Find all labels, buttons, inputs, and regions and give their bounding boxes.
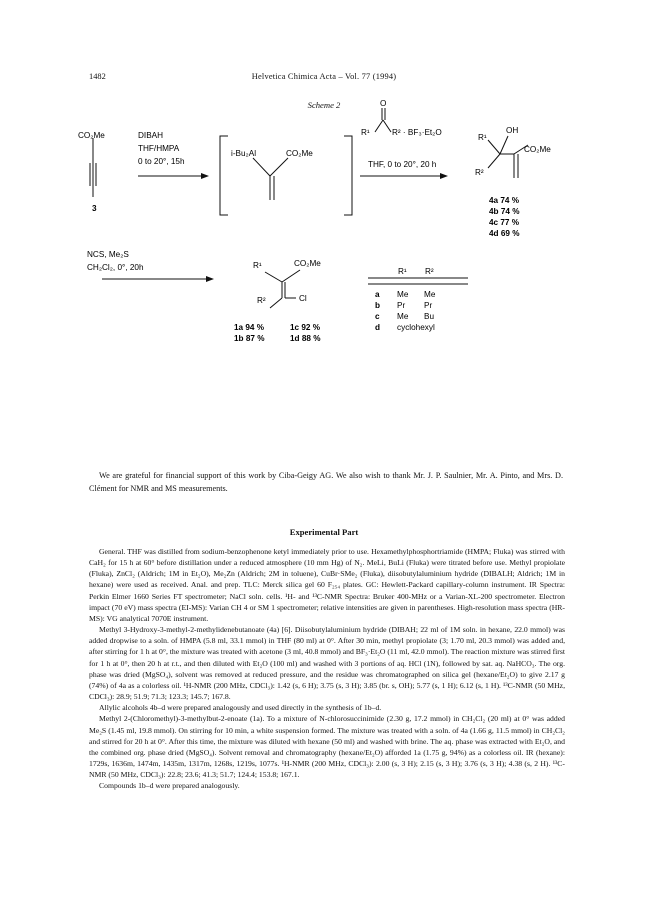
table-row-b-r2: Pr — [424, 301, 433, 310]
yield-1a: 1a 94 % — [234, 323, 265, 332]
paragraph-4b-d: Allylic alcohols 4b–d were prepared analogously and used directly in the synthesis of 1b–d. — [99, 703, 382, 713]
table-row-d-r1: cyclohexyl — [397, 323, 435, 332]
product-r2: R² — [475, 168, 484, 177]
cond-3-reagent: NCS, Me₂S — [87, 250, 129, 259]
table-row-c-r2: Bu — [424, 312, 435, 321]
table-row-a-label: a — [375, 290, 380, 299]
table-head-r1: R¹ — [398, 267, 407, 276]
bracket-left — [220, 136, 228, 215]
section-title: Experimental Part — [289, 527, 359, 537]
cond-1-temp: 0 to 20°, 15h — [138, 157, 185, 166]
intermediate-ester: CO₂Me — [286, 149, 313, 158]
experimental-body — [89, 546, 565, 791]
page-number: 1482 — [89, 72, 106, 81]
cond-2: THF, 0 to 20°, 20 h — [368, 160, 437, 169]
yield-4a: 4a 74 % — [489, 196, 520, 205]
acknowledgement: We are grateful for financial support of this work by Ciba-Geigy AG. We also wish to thank Mr. J. P. Saulnier, Mr. A. Pinto, and Mrs. D. Clément for NMR and MS measurements. — [89, 471, 563, 493]
yield-1c: 1c 92 % — [290, 323, 321, 332]
product-ester: CO₂Me — [524, 145, 551, 154]
ketone-r1: R¹ — [361, 128, 370, 137]
intermediate-al: i-Bu₂Al — [231, 149, 257, 158]
bracket-right — [344, 136, 352, 215]
table-row-b-label: b — [375, 301, 381, 310]
paragraph-1b-d: Compounds 1b–d were prepared analogously. — [99, 781, 240, 791]
table-row-a-r2: Me — [424, 290, 436, 299]
product-oh: OH — [506, 126, 519, 135]
cond-3-solvent: CH₂Cl₂, 0°, 20h — [87, 263, 144, 272]
ketone-r2-bf3: R² · BF₃·Et₂O — [392, 128, 442, 137]
paragraph-4a: Methyl 3-Hydroxy-3-methyl-2-methylidenebutanoate (4a) [6]. Diisobutylaluminium hydride (DIBAH; 22 ml of 1M soln. in hexane, 22.0 mmol) was added dropwise to a soln. of HMPA (5.8 ml, 33.1 mmol) in THF (80 ml) at 0°. After 30 min, methyl propiolate (3; 1.70 ml, 20.3 mmol) was added and, after stirring for 1 h at 0°, the mixture was treated with acetone (3 ml, 40.8 mmol) and BF₃·Et₂O (11 ml, 42.0 mmol). The reaction mixture was stirred first for 1 h at 0°, then 20 h at r.t., and then diluted with Et₂O (100 ml) and washed with 3 portions of aq. HCl (1N), followed by sat. aq. NaHCO₃. The org. phase was dried (MgSO₄), solvent was removed at reduced pressure, and the residue was chromatographed on silica gel (hexane/Et₂O) to give 2.17 g (74%) of 4a as a colorless oil. ¹H-NMR (200 MHz, CDCl₃): 1.42 (s, 6 H); 3.75 (s, 3 H); 3.85 (br. s, OH); 5.77 (s, 1 H); 6.12 (s, 1 H). ¹³C-NMR (50 MHz, CDCl₃): 28.9; 51.9; 71.3; 123.3; 145.7; 167.8. — [89, 625, 565, 702]
table-row-c-label: c — [375, 312, 380, 321]
yield-4c: 4c 77 % — [489, 218, 520, 227]
cond-1-solvent: THF/HMPA — [138, 144, 180, 153]
chloride-ester: CO₂Me — [294, 259, 321, 268]
yield-1b: 1b 87 % — [234, 334, 265, 343]
cond-1-reagent: DIBAH — [138, 131, 164, 140]
ketone-oxygen: O — [380, 99, 387, 108]
chloride-r2: R² — [257, 296, 266, 305]
product-r1: R¹ — [478, 133, 487, 142]
table-row-b-r1: Pr — [397, 301, 406, 310]
chloride-cl: Cl — [299, 294, 307, 303]
start-ester: CO₂Me — [78, 131, 105, 140]
table-row-d-label: d — [375, 323, 381, 332]
scheme-title: Scheme 2 — [307, 100, 341, 110]
paragraph-general: General. THF was distilled from sodium-benzophenone ketyl immediately prior to use. Hexamethylphosphortriamide (HMPA; Fluka) was stirred with CaH₂ for 15 h at 60° before distillation under a reduced atmosphere (10 mm Hg) of N₂. MeLi, BuLi (Fluka) were titrated before use. Methyl propiolate (Fluka), ZnCl₂ (Aldrich; 1M in Et₂O), Me₂Zn (Aldrich; 2M in toluene), CuBr·SMe₂ (Fluka), diisobutylaluminium hydride (DIBALH; Aldrich; 1M in hexane) were used as received. Anal. and prep. TLC: Merck silica gel 60 F₂₅₄ plates. GC: Hewlett-Packard capillary-column instrument. IR Spectra: Perkin Elmer 1660 Series FT spectrometer; NaCl soln. cells. ¹H- and ¹³C-NMR Spectra: Bruker 400-MHz or a Varian-XL-200 spectrometer. Electron impact (70 eV) mass spectra (EI-MS): Varian CH 4 or SM 1 spectrometer; relative intensities are given in parentheses. High-resolution mass spectra (HR-MS): VG analytical 7070E instrument. — [89, 547, 565, 623]
yield-1d: 1d 88 % — [290, 334, 321, 343]
paragraph-1a: Methyl 2-(Chloromethyl)-3-methylbut-2-enoate (1a). To a mixture of N-chlorosuccinimide (2.30 g, 17.2 mmol) in CH₂Cl₂ (20 ml) at 0° was added Me₂S (1.45 ml, 19.8 mmol). On stirring for 10 min, a white suspension formed. The mixture was treated with a soln. of 4a (1.66 g, 11.5 mmol) in CH₂Cl₂ and stirred for 20 h at 0°. After this time, the mixture was diluted with hexane (50 ml) and washed with brine. The aq. phase was extracted with Et₂O, and the combined org. phase dried (MgSO₄). Solvent removal and chromatography (hexane/Et₂O) afforded 1a (1.75 g, 94%) as a colorless oil. IR (hexane): 1729s, 1636m, 1474m, 1435m, 1317m, 1268s, 1219s, 1077s. ¹H-NMR (200 MHz, CDCl₃): 2.00 (s, 3 H); 2.15 (s, 3 H); 3.76 (s, 3 H); 4.38 (s, 2 H). ¹³C-NMR (50 MHz, CDCl₃): 22.8; 23.6; 41.3; 51.7; 124.4; 153.8; 167.1. — [89, 714, 565, 780]
table-row-c-r1: Me — [397, 312, 409, 321]
yield-4d: 4d 69 % — [489, 229, 520, 238]
table-head-r2: R² — [425, 267, 434, 276]
start-label: 3 — [92, 204, 97, 213]
chloride-r1: R¹ — [253, 261, 262, 270]
running-header: Helvetica Chimica Acta – Vol. 77 (1994) — [251, 72, 397, 81]
yield-4b: 4b 74 % — [489, 207, 520, 216]
table-row-a-r1: Me — [397, 290, 409, 299]
